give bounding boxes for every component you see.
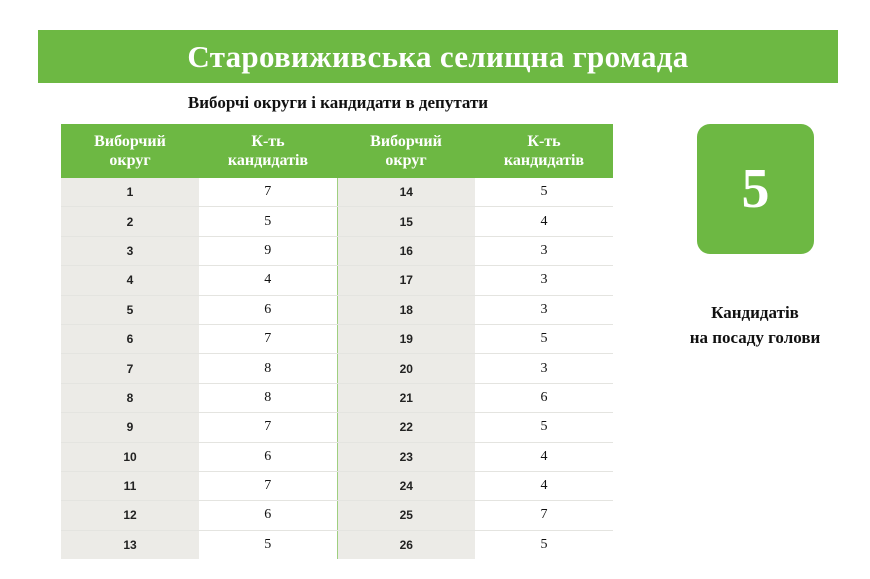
district-number-cell: 8 bbox=[61, 383, 199, 412]
header-district-line1: Виборчий bbox=[370, 133, 442, 150]
header-district-line1: Виборчий bbox=[94, 133, 166, 150]
candidate-count-cell: 8 bbox=[199, 383, 337, 412]
candidate-count-cell: 4 bbox=[199, 266, 337, 295]
table-header-row bbox=[61, 124, 613, 178]
candidate-count-cell: 5 bbox=[475, 413, 613, 442]
district-number-cell: 6 bbox=[61, 324, 199, 353]
candidate-count-cell: 6 bbox=[199, 295, 337, 324]
table-row bbox=[61, 471, 613, 500]
table-row bbox=[61, 413, 613, 442]
mayor-candidates-count: 5 bbox=[741, 158, 770, 220]
district-number-cell: 18 bbox=[337, 295, 475, 324]
table-row bbox=[61, 236, 613, 265]
candidate-count-cell: 4 bbox=[475, 471, 613, 500]
district-number-cell: 23 bbox=[337, 442, 475, 471]
candidate-count-cell: 5 bbox=[199, 530, 337, 559]
header-count-left bbox=[199, 124, 337, 178]
header-count-line2: кандидатів bbox=[503, 152, 585, 169]
table-row bbox=[61, 295, 613, 324]
mayor-candidates-caption bbox=[660, 300, 850, 350]
header-district-line2: округ bbox=[385, 152, 427, 169]
table-row bbox=[61, 383, 613, 412]
candidate-count-cell: 5 bbox=[475, 530, 613, 559]
district-number-cell: 26 bbox=[337, 530, 475, 559]
table-subtitle: Виборчі округи і кандидати в депутати bbox=[187, 93, 489, 112]
candidate-count-cell: 7 bbox=[475, 501, 613, 530]
candidate-count-cell: 7 bbox=[199, 324, 337, 353]
table-row bbox=[61, 530, 613, 559]
caption-line1: Кандидатів bbox=[711, 303, 799, 322]
table-body bbox=[61, 178, 613, 559]
districts-table bbox=[61, 124, 613, 559]
district-number-cell: 3 bbox=[61, 236, 199, 265]
candidate-count-cell: 3 bbox=[475, 266, 613, 295]
header-district-right bbox=[337, 124, 475, 178]
candidate-count-cell: 5 bbox=[199, 207, 337, 236]
header-district-left bbox=[61, 124, 199, 178]
candidate-count-cell: 3 bbox=[475, 236, 613, 265]
district-number-cell: 12 bbox=[61, 501, 199, 530]
candidate-count-cell: 6 bbox=[199, 501, 337, 530]
candidate-count-cell: 3 bbox=[475, 354, 613, 383]
district-number-cell: 21 bbox=[337, 383, 475, 412]
header-district-line2: округ bbox=[109, 152, 151, 169]
table-row bbox=[61, 266, 613, 295]
district-number-cell: 14 bbox=[337, 178, 475, 207]
district-number-cell: 4 bbox=[61, 266, 199, 295]
header-count-line2: кандидатів bbox=[227, 152, 309, 169]
district-number-cell: 17 bbox=[337, 266, 475, 295]
header-count-line1: К-ть bbox=[527, 133, 561, 150]
candidate-count-cell: 7 bbox=[199, 471, 337, 500]
district-number-cell: 20 bbox=[337, 354, 475, 383]
candidate-count-cell: 3 bbox=[475, 295, 613, 324]
district-number-cell: 24 bbox=[337, 471, 475, 500]
mayor-candidates-badge bbox=[697, 124, 814, 254]
district-number-cell: 5 bbox=[61, 295, 199, 324]
district-number-cell: 15 bbox=[337, 207, 475, 236]
district-number-cell: 22 bbox=[337, 413, 475, 442]
table-row bbox=[61, 501, 613, 530]
table-row bbox=[61, 354, 613, 383]
district-number-cell: 13 bbox=[61, 530, 199, 559]
district-number-cell: 16 bbox=[337, 236, 475, 265]
table-row bbox=[61, 442, 613, 471]
district-number-cell: 11 bbox=[61, 471, 199, 500]
district-number-cell: 19 bbox=[337, 324, 475, 353]
caption-line2: на посаду голови bbox=[689, 328, 821, 347]
table-row bbox=[61, 207, 613, 236]
candidate-count-cell: 9 bbox=[199, 236, 337, 265]
table-row bbox=[61, 324, 613, 353]
candidate-count-cell: 4 bbox=[475, 207, 613, 236]
district-number-cell: 2 bbox=[61, 207, 199, 236]
district-number-cell: 1 bbox=[61, 178, 199, 207]
candidate-count-cell: 8 bbox=[199, 354, 337, 383]
candidate-count-cell: 6 bbox=[475, 383, 613, 412]
page-title: Старовиживська селищна громада bbox=[187, 38, 689, 74]
district-number-cell: 10 bbox=[61, 442, 199, 471]
header-count-line1: К-ть bbox=[251, 133, 285, 150]
candidate-count-cell: 7 bbox=[199, 178, 337, 207]
header-count-right bbox=[475, 124, 613, 178]
table-row bbox=[61, 178, 613, 207]
candidate-count-cell: 5 bbox=[475, 178, 613, 207]
district-number-cell: 7 bbox=[61, 354, 199, 383]
candidate-count-cell: 6 bbox=[199, 442, 337, 471]
candidate-count-cell: 4 bbox=[475, 442, 613, 471]
candidate-count-cell: 5 bbox=[475, 324, 613, 353]
title-banner bbox=[38, 30, 838, 83]
district-number-cell: 9 bbox=[61, 413, 199, 442]
district-number-cell: 25 bbox=[337, 501, 475, 530]
candidate-count-cell: 7 bbox=[199, 413, 337, 442]
